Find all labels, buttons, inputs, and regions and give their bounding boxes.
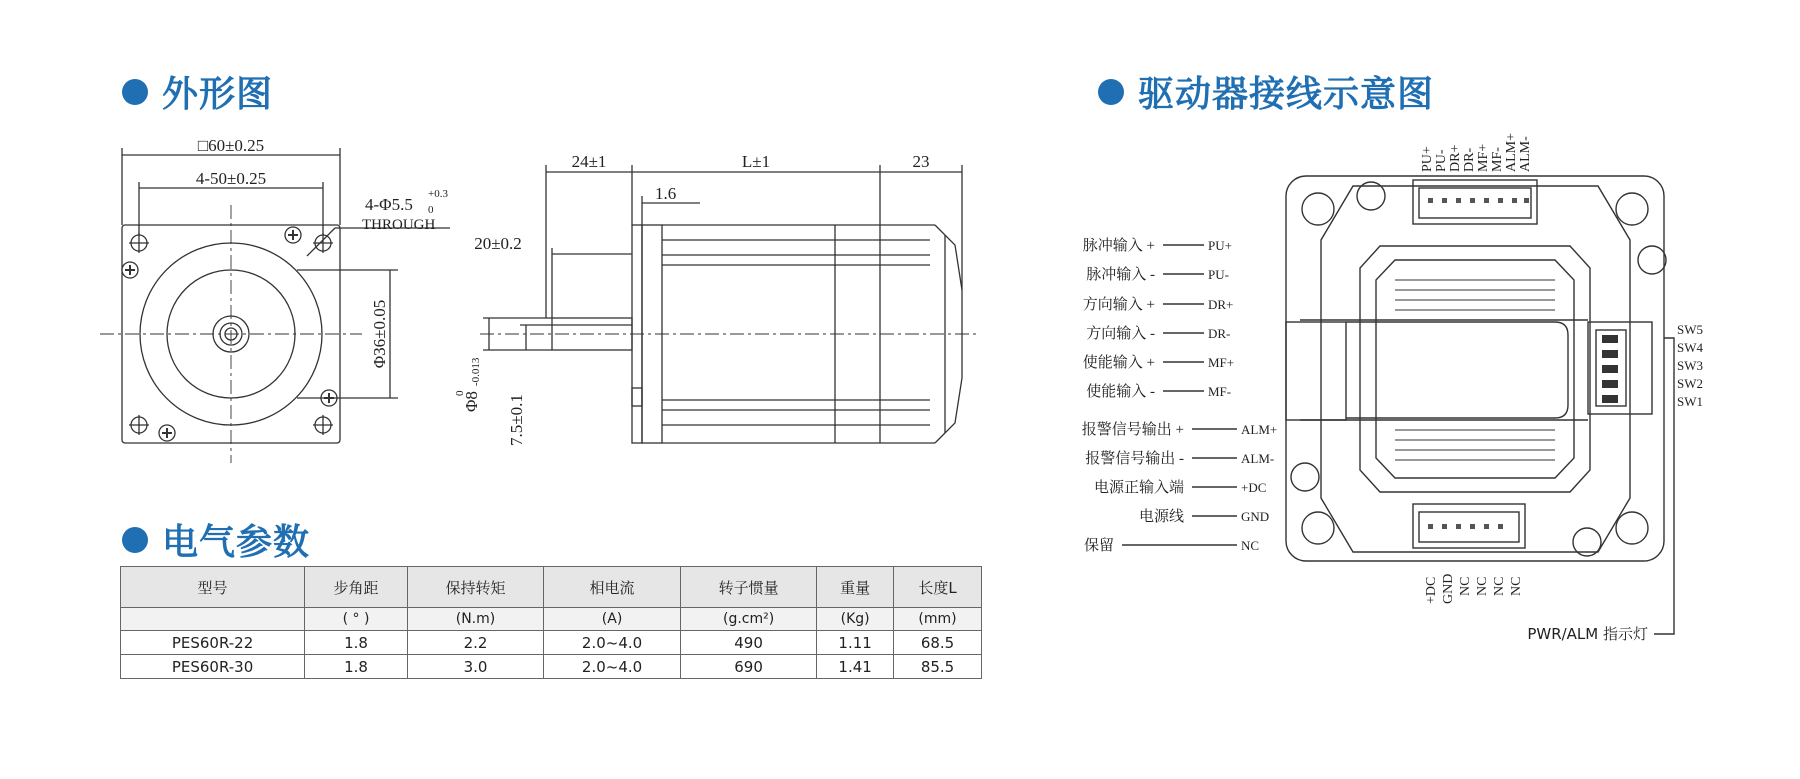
table-row [121, 655, 982, 679]
bottom-pin-label: GND [1441, 573, 1456, 604]
table-header: 相电流 [544, 567, 681, 608]
dim-flange-thk: 1.6 [655, 184, 677, 203]
top-pin-label: ALM- [1518, 136, 1533, 172]
dim-hole-spacing: 4-50±0.25 [195, 169, 267, 188]
table-unit-row [121, 608, 982, 631]
table-cell: 85.5 [894, 655, 982, 679]
dim-pilot: Φ36±0.05 [370, 299, 389, 369]
top-pin-label: MF+ [1476, 143, 1491, 172]
dim-shaft-dia: Φ8 [462, 391, 481, 412]
wiring-label: 方向输入 + [1082, 297, 1155, 313]
signal-label: PU- [1208, 267, 1229, 282]
dim-through: THROUGH [362, 217, 436, 233]
table-header-row [121, 567, 982, 608]
wiring-label: 脉冲输入 - [1086, 267, 1155, 283]
signal-label: NC [1241, 538, 1260, 553]
top-pin-label: PU+ [1420, 146, 1435, 172]
table-unit [121, 608, 305, 631]
top-pin-label: DR- [1462, 147, 1477, 172]
wiring-label: 使能输入 - [1086, 384, 1155, 400]
table-unit: (N.m) [407, 608, 543, 631]
table-cell: 2.0~4.0 [544, 631, 681, 655]
signal-label: MF- [1208, 384, 1232, 399]
switch-label: SW4 [1677, 340, 1703, 355]
table-row [121, 631, 982, 655]
signal-label: ALM- [1241, 451, 1275, 466]
table-cell: PES60R-30 [121, 655, 305, 679]
wiring-label: 方向输入 - [1086, 326, 1155, 342]
wiring-label: 使能输入 + [1082, 355, 1155, 371]
signal-label: DR- [1208, 326, 1231, 341]
table-unit: (mm) [894, 608, 982, 631]
dim-length: L±1 [741, 152, 771, 171]
table-header: 重量 [817, 567, 894, 608]
dim-holes: 4-Φ5.5 [365, 195, 413, 214]
table-cell: 2.2 [407, 631, 543, 655]
wiring-label: 电源正输入端 [1093, 480, 1184, 496]
switch-label: SW2 [1677, 376, 1703, 391]
wiring-label: 脉冲输入 + [1082, 238, 1155, 254]
dim-holes-tol2: 0 [428, 204, 434, 216]
table-cell: 68.5 [894, 631, 982, 655]
bottom-pin-label: NC [1475, 576, 1490, 596]
table-unit: (A) [544, 608, 681, 631]
bottom-pin-label: NC [1458, 576, 1473, 596]
section-title-text: 外形图 [162, 74, 274, 115]
switch-label: SW1 [1677, 394, 1703, 409]
signal-label: ALM+ [1241, 422, 1278, 437]
table-cell: 1.11 [817, 631, 894, 655]
section-title-text: 电气参数 [162, 522, 311, 563]
table-unit: (Kg) [817, 608, 894, 631]
table-unit: ( ° ) [305, 608, 408, 631]
switch-label: SW5 [1677, 322, 1703, 337]
dim-flat: 7.5±0.1 [507, 394, 526, 446]
top-pin-label: PU- [1434, 149, 1449, 172]
dim-tail: 23 [912, 152, 930, 171]
table-cell: 690 [680, 655, 816, 679]
bottom-pin-label: +DC [1424, 576, 1439, 604]
table-header: 步角距 [305, 567, 408, 608]
dim-shaft-len: 20±0.2 [474, 234, 522, 253]
bottom-pin-label: NC [1492, 576, 1507, 596]
table-cell: 1.41 [817, 655, 894, 679]
table-cell: 1.8 [305, 655, 408, 679]
table-header: 型号 [121, 567, 305, 608]
table-cell: 490 [680, 631, 816, 655]
table-header: 保持转矩 [407, 567, 543, 608]
top-pin-label: ALM+ [1504, 132, 1519, 172]
table-header: 长度L [894, 567, 982, 608]
section-title-text: 驱动器接线示意图 [1138, 74, 1435, 115]
wiring-label: 保留 [1083, 538, 1114, 554]
wiring-label: 电源线 [1138, 509, 1184, 525]
dim-holes-tol: +0.3 [428, 188, 448, 200]
table-cell: PES60R-22 [121, 631, 305, 655]
signal-label: DR+ [1208, 297, 1234, 312]
top-pin-label: MF- [1490, 147, 1505, 172]
table-unit: (g.cm²) [680, 608, 816, 631]
table-cell: 1.8 [305, 631, 408, 655]
side-view [480, 165, 980, 443]
table-cell: 3.0 [407, 655, 543, 679]
wiring-label: 报警信号输出 - [1085, 451, 1184, 467]
dim-frame: □60±0.25 [197, 136, 265, 155]
table-header: 转子惯量 [680, 567, 816, 608]
electrical-params-table [120, 566, 982, 679]
bottom-pin-label: NC [1509, 576, 1524, 596]
indicator-label: PWR/ALM 指示灯 [1527, 625, 1648, 643]
wiring-label: 报警信号输出 + [1081, 422, 1184, 438]
signal-label: GND [1241, 509, 1270, 524]
signal-label: +DC [1241, 480, 1267, 495]
top-pin-label: DR+ [1448, 144, 1463, 172]
dim-flange: 24±1 [571, 152, 607, 171]
dim-shaft-tol-top: 0 [454, 390, 466, 396]
table-cell: 2.0~4.0 [544, 655, 681, 679]
switch-label: SW3 [1677, 358, 1703, 373]
signal-label: PU+ [1208, 238, 1232, 253]
signal-label: MF+ [1208, 355, 1235, 370]
dim-shaft-tol-bot: -0.013 [470, 357, 482, 386]
